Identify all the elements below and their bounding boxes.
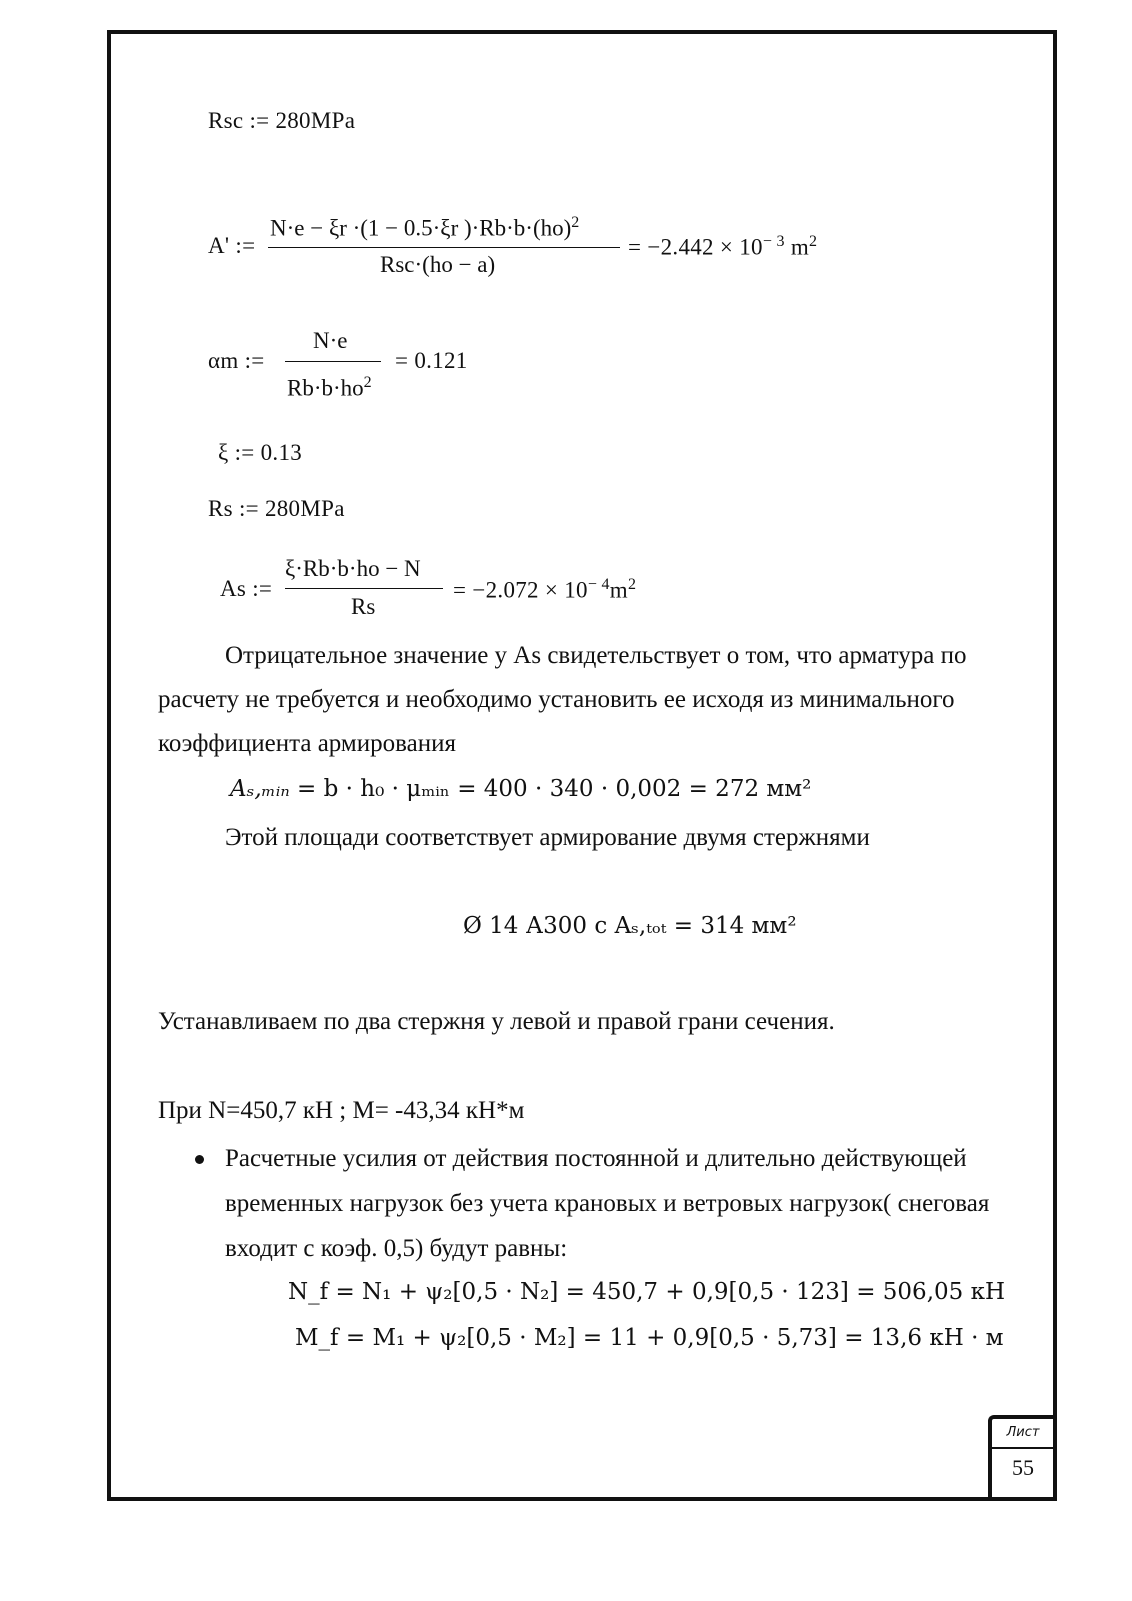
am-numerator: N·e xyxy=(313,328,348,353)
a-prime-numerator: N·e − ξr ·(1 − 0.5·ξr )·Rb·b·(ho)$^2$ xyxy=(270,214,580,241)
a-prime-result: = $-2.442 \times 10^{- 3}$ $m^2$ xyxy=(628,233,818,260)
am-result: = 0.121 xyxy=(395,348,468,373)
paragraph-line: Отрицательное значение у As свидетельствует о том, что арматура по xyxy=(225,642,967,669)
formula-as-min: Aₛ,ₘᵢₙ = b · h₀ · μₘᵢₙ = 400 · 340 · 0,002 = 272 мм² xyxy=(230,776,812,802)
paragraph-line: расчету не требуется и необходимо установить ее исходя из минимального xyxy=(158,686,955,713)
am-lhs: αm := xyxy=(208,348,265,373)
paragraph-line: При N=450,7 кН ; M= -43,34 кН*м xyxy=(158,1097,525,1124)
sheet-stamp xyxy=(988,1415,1054,1501)
xi-assignment: ξ := 0.13 xyxy=(218,440,303,465)
as-result: = $-2.072 \times 10^{- 4}m^2$ xyxy=(453,576,637,603)
formula-nf: N_f = N₁ + ψ₂[0,5 · N₂] = 450,7 + 0,9[0,5 · 123] = 506,05 кН xyxy=(288,1279,1006,1305)
bullet-line: Расчетные усилия от действия постоянной и длительно действующей xyxy=(225,1145,967,1172)
rsc-assignment: Rsc := 280MPa xyxy=(208,108,356,133)
rs-assignment: Rs := 280MPa xyxy=(208,496,345,521)
a-prime-lhs: A' := xyxy=(208,233,256,258)
am-denominator: $Rb\cdot b\cdot ho^2$ xyxy=(287,374,372,401)
a-prime-denominator: Rsc·(ho − a) xyxy=(380,252,496,277)
as-denominator: Rs xyxy=(351,594,376,619)
paragraph-line: Этой площади соответствует армирование двумя стержнями xyxy=(225,824,870,851)
as-lhs: As := xyxy=(220,576,273,601)
fraction-bar xyxy=(285,361,381,362)
as-numerator: ξ·Rb·b·ho − N xyxy=(285,556,421,581)
fraction-bar xyxy=(268,247,620,248)
sheet-label: Лист xyxy=(992,1419,1054,1449)
formula-mf: M_f = M₁ + ψ₂[0,5 · M₂] = 11 + 0,9[0,5 · 5,73] = 13,6 кН · м xyxy=(295,1325,1004,1351)
rebar-line: Ø 14 А300 с Aₛ,ₜₒₜ = 314 мм² xyxy=(463,913,797,939)
page-number: 55 xyxy=(1012,1455,1034,1480)
paragraph-line: коэффициента армирования xyxy=(158,730,456,757)
paragraph-line: Устанавливаем по два стержня у левой и правой грани сечения. xyxy=(158,1008,835,1035)
bullet-icon xyxy=(195,1155,204,1164)
bullet-line: временных нагрузок без учета крановых и ветровых нагрузок( снеговая xyxy=(225,1190,990,1217)
fraction-bar xyxy=(285,588,443,589)
bullet-line: входит с коэф. 0,5) будут равны: xyxy=(225,1235,568,1262)
